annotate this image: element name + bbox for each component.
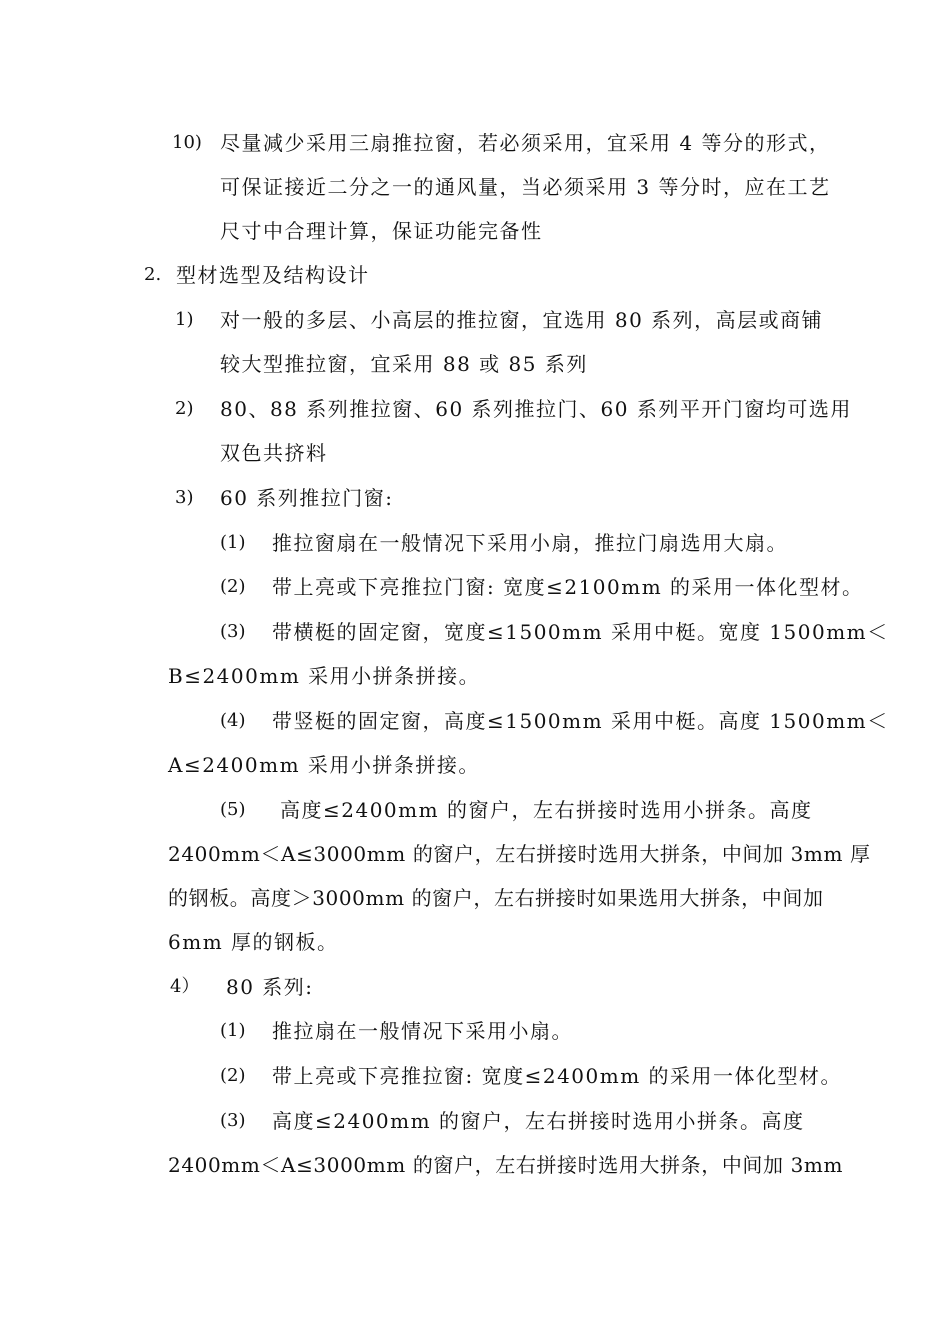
text-line: 2400mm＜A≤3000mm 的窗户，左右拼接时选用大拼条，中间加 3mm 厚 xyxy=(168,842,871,866)
text-line: 较大型推拉窗，宜采用 88 或 85 系列 xyxy=(220,352,588,376)
text-line: 6mm 厚的钢板。 xyxy=(168,930,339,954)
sub-list-number: (5) xyxy=(220,799,246,820)
text-line: 带横梃的固定窗，宽度≤1500mm 采用中梃。宽度 1500mm＜ xyxy=(272,620,889,644)
text-line: 带上亮或下亮推拉门窗: 宽度≤2100mm 的采用一体化型材。 xyxy=(272,575,864,599)
text-line: 高度≤2400mm 的窗户，左右拼接时选用小拼条。高度 xyxy=(272,1109,805,1133)
list-number: 1) xyxy=(175,309,194,330)
list-number: 2) xyxy=(175,398,194,419)
list-number: 10) xyxy=(172,132,202,153)
text-line: 80 系列: xyxy=(226,975,314,999)
section-heading: 型材选型及结构设计 xyxy=(176,263,370,287)
text-line: 带竖梃的固定窗，高度≤1500mm 采用中梃。高度 1500mm＜ xyxy=(272,709,889,733)
text-line: 尺寸中合理计算，保证功能完备性 xyxy=(220,219,543,243)
sub-list-number: (2) xyxy=(220,1065,246,1086)
text-line: 的钢板。高度＞3000mm 的窗户，左右拼接时如果选用大拼条，中间加 xyxy=(168,886,824,910)
text-line: 60 系列推拉门窗: xyxy=(220,486,394,510)
sub-list-number: (2) xyxy=(220,576,246,597)
text-line: 尽量减少采用三扇推拉窗，若必须采用，宜采用 4 等分的形式， xyxy=(220,131,831,155)
sub-list-number: (4) xyxy=(220,710,246,731)
text-line: B≤2400mm 采用小拼条拼接。 xyxy=(168,664,481,688)
text-line: 对一般的多层、小高层的推拉窗，宜选用 80 系列，高层或商铺 xyxy=(220,308,824,332)
text-line: A≤2400mm 采用小拼条拼接。 xyxy=(168,753,480,777)
sub-list-number: (1) xyxy=(220,532,246,553)
sub-list-number: (1) xyxy=(220,1020,246,1041)
list-number: 4） xyxy=(170,976,200,997)
section-number: 2. xyxy=(144,264,162,285)
list-number: 3) xyxy=(175,487,194,508)
text-line: 带上亮或下亮推拉窗: 宽度≤2400mm 的采用一体化型材。 xyxy=(272,1064,843,1088)
sub-list-number: (3) xyxy=(220,1110,246,1131)
text-line: 高度≤2400mm 的窗户，左右拼接时选用小拼条。高度 xyxy=(280,798,813,822)
text-line: 80、88 系列推拉窗、60 系列推拉门、60 系列平开门窗均可选用 xyxy=(220,397,852,421)
text-line: 推拉窗扇在一般情况下采用小扇，推拉门扇选用大扇。 xyxy=(272,531,788,555)
text-line: 可保证接近二分之一的通风量，当必须采用 3 等分时，应在工艺 xyxy=(220,175,831,199)
text-line: 2400mm＜A≤3000mm 的窗户，左右拼接时选用大拼条，中间加 3mm xyxy=(168,1153,844,1177)
text-line: 推拉扇在一般情况下采用小扇。 xyxy=(272,1019,573,1043)
text-line: 双色共挤料 xyxy=(220,441,328,465)
sub-list-number: (3) xyxy=(220,621,246,642)
